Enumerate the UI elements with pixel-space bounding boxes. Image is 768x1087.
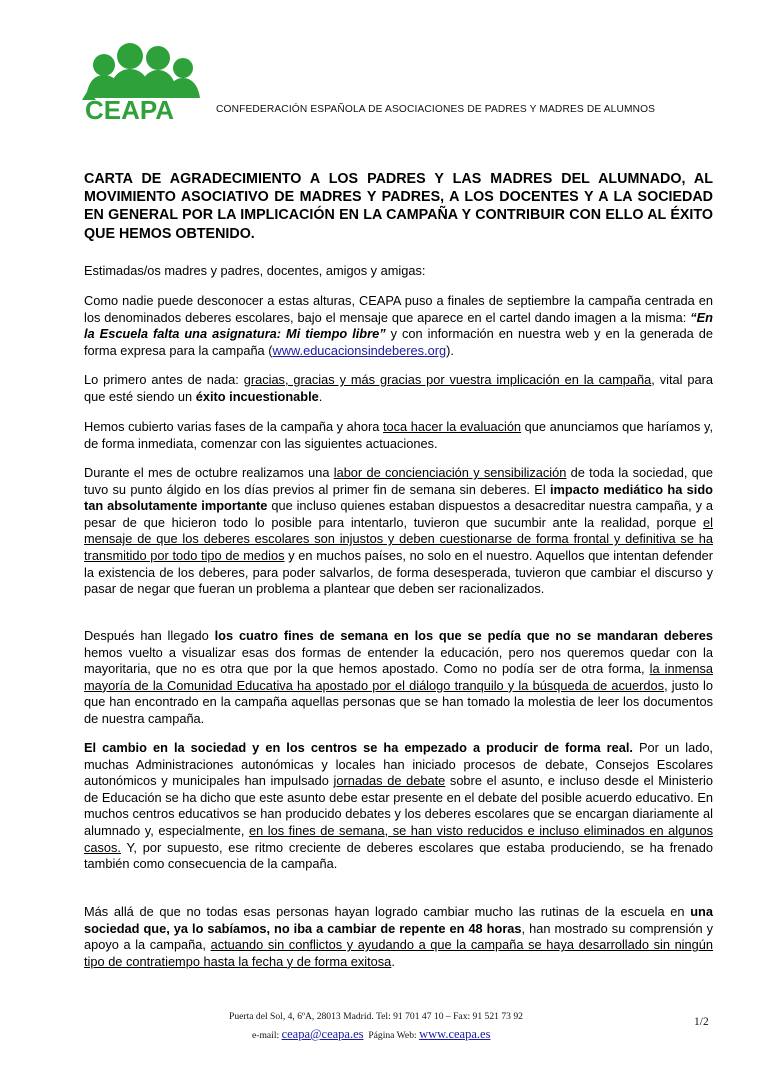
paragraph-support: Más allá de que no todas esas personas hayan logrado cambiar mucho las rutinas de la escuela en una sociedad que, ya lo sabíamos, no iba a cambiar de repente en 48 horas, han mostrado su comprensión y apoyo a la campaña, actuando sin conflictos y ayudando a que la campaña se haya desarrollado sin ningún tipo de contratiempo hasta la fecha y de forma exitosa. (84, 904, 713, 969)
paragraph-campaign: Como nadie puede desconocer a estas alturas, CEAPA puso a finales de septiembre la campaña centrada en los denominados deberes escolares, bajo el mensaje que aparece en el cartel dando imagen a la misma: “En la Escuela falta una asignatura: Mi tiempo libre” y con información en nuestra web y en la generada de forma expresa para la campaña (www.educacionsindeberes.org). (84, 293, 714, 358)
ceapa-logo (82, 42, 207, 122)
paragraph-october: Durante el mes de octubre realizamos una labor de concienciación y sensibilización de toda la sociedad, que tuvo su punto álgido en los días previos al primer fin de semana sin deberes. El impacto mediático ha sido tan absolutamente importante que incluso quienes estaban dispuestos a desacreditar nuestra campaña, y a pesar de que hicieron todo lo posible para intentarlo, tuvieron que sucumbir ante la realidad, porque el mensaje de que los deberes escolares son injustos y deben cuestionarse de forma frontal y definitiva se ha transmitido por todo tipo de medios y en muchos países, no solo en el nuestro. Aquellos que intentan defender la existencia de los deberes, para poder salvarlos, de forma desesperada, tuvieron que cambiar el discurso y pasar de negar que fueran un problema a plantear que deben ser racionalizados. (84, 465, 713, 597)
footer-address: Puerta del Sol, 4, 6ºA, 28013 Madrid. Tel: 91 701 47 10 – Fax: 91 521 73 92 (229, 1011, 523, 1022)
paragraph-weekends: Después han llegado los cuatro fines de semana en los que se pedía que no se mandaran deberes hemos vuelto a visualizar esas dos formas de entender la educación, pero nos queremos quedar con la mayoritaria, que no es otra que por la que hemos apostado. Como no podía ser de otra forma, la inmensa mayoría de la Comunidad Educativa ha apostado por el diálogo tranquilo y la búsqueda de acuerdos, justo lo que han encontrado en la campaña aquellas personas que se han tomado la molestia de leer los documentos de nuestra campaña. (84, 628, 714, 726)
family-silhouette-icon (82, 43, 200, 100)
letter-title: CARTA DE AGRADECIMIENTO A LOS PADRES Y LAS MADRES DEL ALUMNADO, AL MOVIMIENTO ASOCIATIVO DE MADRES Y PADRES, A LOS DOCENTES Y A LA SOCIEDAD EN GENERAL POR LA IMPLICACIÓN EN LA CAMPAÑA Y CONTRIBUIR CON ELLO AL ÉXITO QUE HEMOS OBTENIDO. (84, 171, 713, 242)
organization-name: CONFEDERACIÓN ESPAÑOLA DE ASOCIACIONES DE PADRES Y MADRES DE ALUMNOS (216, 104, 656, 115)
paragraph-evaluation: Hemos cubierto varias fases de la campaña y ahora toca hacer la evaluación que anunciamos que haríamos y, de forma inmediata, comenzar con las siguientes actuaciones. (84, 419, 714, 451)
website-link[interactable]: www.ceapa.es (419, 1027, 491, 1041)
email-link[interactable]: ceapa@ceapa.es (281, 1027, 364, 1041)
campaign-website-link[interactable]: www.educacionsindeberes.org (272, 342, 447, 358)
paragraph-thanks: Lo primero antes de nada: gracias, gracias y más gracias por vuestra implicación en la campaña, vital para que esté siendo un éxito incuestionable. (84, 372, 713, 404)
page-number: 1/2 (694, 1016, 709, 1028)
paragraph-change: El cambio en la sociedad y en los centros se ha empezado a producir de forma real. Por un lado, muchas Administraciones autonómicas y locales han iniciado procesos de debate, Consejos Escolares autonómicos y municipales han impulsado jornadas de debate sobre el asunto, e incluso desde el Ministerio de Educación se ha dicho que este asunto debe estar presente en el debate del posible acuerdo educativo. En muchos centros educativos se han producido debates y los deberes escolares que se encargan diariamente al alumnado y, especialmente, en los fines de semana, se han visto reducidos e incluso eliminados en algunos casos. Y, por supuesto, ese ritmo creciente de deberes escolares que estaba produciendo, se ha frenado también como consecuencia de la campaña. (84, 740, 714, 872)
greeting: Estimadas/os madres y padres, docentes, amigos y amigas: (84, 263, 426, 278)
footer-contact: e-mail: ceapa@ceapa.es Página Web: www.ceapa.es (252, 1027, 491, 1041)
campaign-slogan: “En la Escuela falta una asignatura: Mi tiempo libre” (84, 309, 713, 342)
logo-text: CEAPA (85, 95, 175, 122)
